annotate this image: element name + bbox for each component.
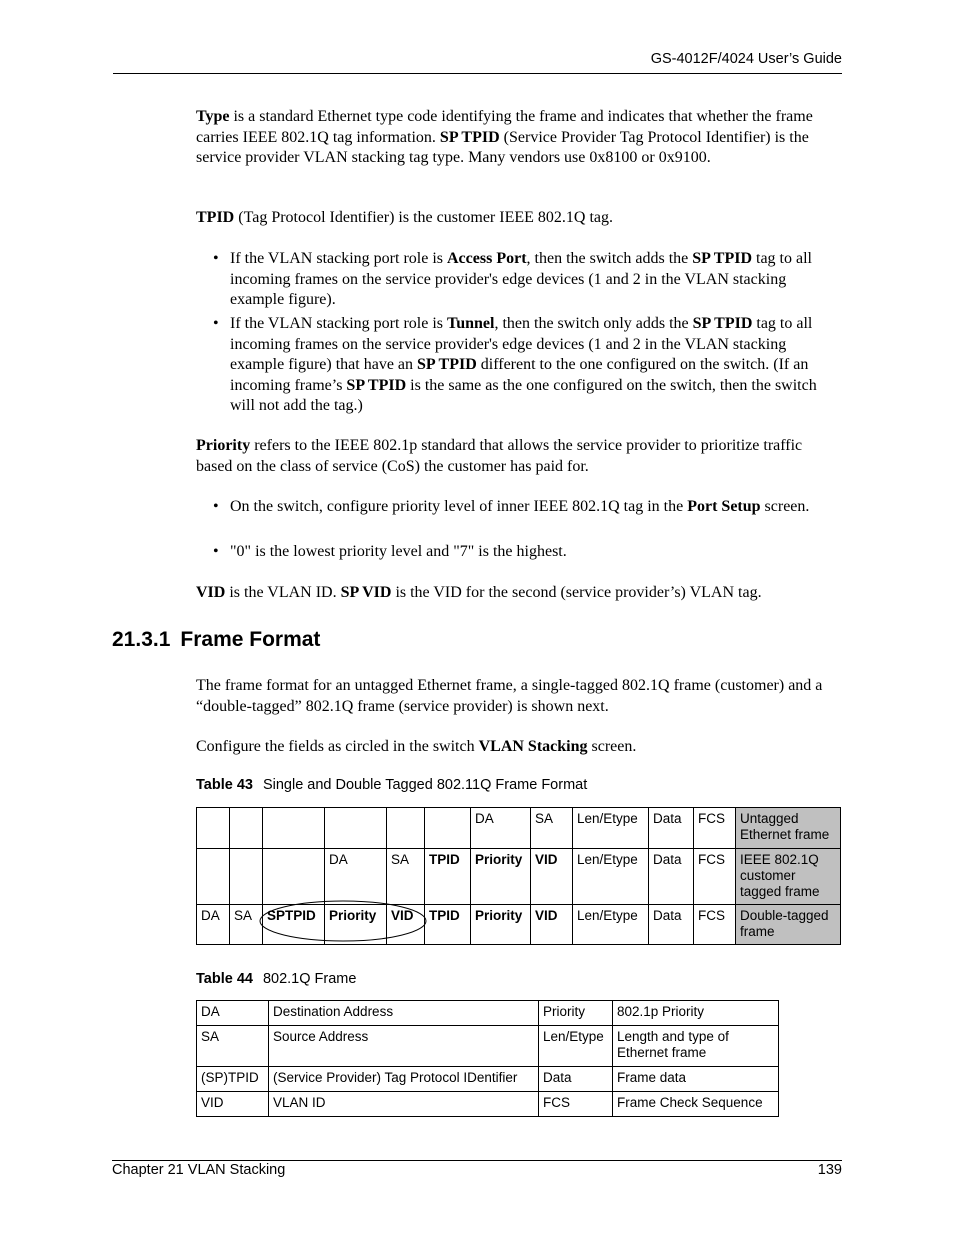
paragraph-configure: Configure the fields as circled in the switch VLAN Stacking screen. <box>196 738 637 755</box>
table-cell: SA <box>230 905 263 945</box>
paragraph-priority: Priority refers to the IEEE 802.1p standard that allows the service provider to prioritize traffic based on the class of service (CoS) the customer has paid for. <box>196 437 803 475</box>
bullet-icon: • <box>213 543 219 560</box>
table-cell: Data <box>539 1067 613 1092</box>
table-cell: (SP)TPID <box>197 1067 269 1092</box>
table-cell: Data <box>649 905 694 945</box>
table-row <box>197 1092 779 1117</box>
table-cell: VLAN ID <box>269 1092 539 1117</box>
bullet-port-setup: • On the switch, configure priority level of inner IEEE 802.1Q tag in the Port Setup screen. <box>213 497 841 518</box>
table43-title: Single and Double Tagged 802.11Q Frame Format <box>262 777 588 793</box>
term-vid: VID <box>196 584 226 601</box>
table44-caption <box>196 971 356 987</box>
table-cell: Priority <box>539 1001 613 1026</box>
bullet-icon: • <box>213 250 219 267</box>
table-cell: Len/Etype <box>573 808 649 849</box>
row-label-double-tagged: Double-tagged frame <box>736 905 841 945</box>
table-cell: (Service Provider) Tag Protocol IDentifier <box>269 1067 539 1092</box>
page-number: 139 <box>817 1162 842 1178</box>
table-cell: Priority <box>471 905 531 945</box>
term-sp-vid: SP VID <box>340 584 392 601</box>
row-label-untagged: Untagged Ethernet frame <box>736 808 841 849</box>
term-sp-tpid: SP TPID <box>439 128 500 146</box>
table43-label: Table 43 <box>196 777 253 793</box>
table-cell: FCS <box>694 849 736 905</box>
table-cell: VID <box>531 849 573 905</box>
table-cell: SA <box>197 1026 269 1067</box>
footer-rule <box>112 1160 842 1161</box>
table-cell: VID <box>531 905 573 945</box>
footer-chapter: Chapter 21 VLAN Stacking <box>112 1162 286 1178</box>
bullet-icon: • <box>213 498 219 515</box>
frame-fields-table <box>196 1000 779 1117</box>
term-tpid: TPID <box>196 209 235 226</box>
table-cell-vid: VID <box>387 905 425 945</box>
paragraph-vid: VID is the VLAN ID. SP VID is the VID for the second (service provider’s) VLAN tag. <box>196 584 762 601</box>
table-cell: Len/Etype <box>539 1026 613 1067</box>
table-cell: TPID <box>425 905 471 945</box>
table-cell: Frame Check Sequence <box>613 1092 779 1117</box>
table-cell: FCS <box>694 905 736 945</box>
row-label-customer-tagged: IEEE 802.1Q customer tagged frame <box>736 849 841 905</box>
table-row <box>197 849 841 905</box>
table-cell: FCS <box>539 1092 613 1117</box>
bullet-priority-levels: • "0" is the lowest priority level and "7" is the highest. <box>213 542 841 563</box>
bullet-access-port: • If the VLAN stacking port role is Access Port, then the switch adds the SP TPID tag to all incoming frames on the service provider's edge devices (1 and 2 in the VLAN stacking example figure). <box>213 250 812 308</box>
term-priority: Priority <box>196 437 251 454</box>
table-row <box>197 808 841 849</box>
section-heading <box>112 628 320 652</box>
term-type: Type <box>196 108 230 125</box>
table-cell: Length and type of Ethernet frame <box>613 1026 779 1067</box>
table-row <box>197 905 841 945</box>
frame-format-table <box>196 807 841 945</box>
table-cell: FCS <box>694 808 736 849</box>
table-cell: Frame data <box>613 1067 779 1092</box>
table-cell: Priority <box>471 849 531 905</box>
table-cell: VID <box>197 1092 269 1117</box>
table-cell: Len/Etype <box>573 849 649 905</box>
table-cell: Data <box>649 849 694 905</box>
header-rule <box>113 73 842 74</box>
table-cell: Source Address <box>269 1026 539 1067</box>
table-cell: Data <box>649 808 694 849</box>
table-cell-sptpid: SPTPID <box>263 905 325 945</box>
table-row <box>197 1067 779 1092</box>
table-cell: Destination Address <box>269 1001 539 1026</box>
paragraph-frame-format: The frame format for an untagged Ethernet frame, a single-tagged 802.1Q frame (customer) and a “double-tagged” 802.1Q frame (service provider) is shown next. <box>196 677 823 715</box>
paragraph-tpid: TPID (Tag Protocol Identifier) is the customer IEEE 802.1Q tag. <box>196 209 614 226</box>
header-title: GS-4012F/4024 User’s Guide <box>650 51 842 67</box>
table43-caption <box>196 777 587 793</box>
table-cell: Len/Etype <box>573 905 649 945</box>
table-cell-priority: Priority <box>325 905 387 945</box>
table-row <box>197 1001 779 1026</box>
table44-label: Table 44 <box>196 971 253 987</box>
table-cell: SA <box>531 808 573 849</box>
paragraph-type: Type is a standard Ethernet type code identifying the frame and indicates that whether the frame carries IEEE 802.1Q tag information. SP TPID (Service Provider Tag Protocol Identifier) is the service provider VLAN stacking tag type. Many vendors use 0x8100 or 0x9100. <box>196 108 813 166</box>
table-cell: DA <box>197 905 230 945</box>
table-cell: SA <box>387 849 425 905</box>
bullet-tunnel: • If the VLAN stacking port role is Tunnel, then the switch only adds the SP TPID tag to all incoming frames on the service provider's edge devices (1 and 2 in the VLAN stacking example figure) that have an SP TPID different to the one configured on the switch. (If an incoming frame’s SP TPID is the same as the one configured on the switch, then the switch will not add the tag.) <box>213 315 817 414</box>
section-title: Frame Format <box>180 628 321 651</box>
section-number: 21.3.1 <box>112 628 171 651</box>
table-cell: DA <box>471 808 531 849</box>
table-cell: 802.1p Priority <box>613 1001 779 1026</box>
table-cell: DA <box>325 849 387 905</box>
table-cell: TPID <box>425 849 471 905</box>
bullet-icon: • <box>213 315 219 332</box>
table-cell: DA <box>197 1001 269 1026</box>
table-row <box>197 1026 779 1067</box>
table44-title: 802.1Q Frame <box>262 971 357 987</box>
